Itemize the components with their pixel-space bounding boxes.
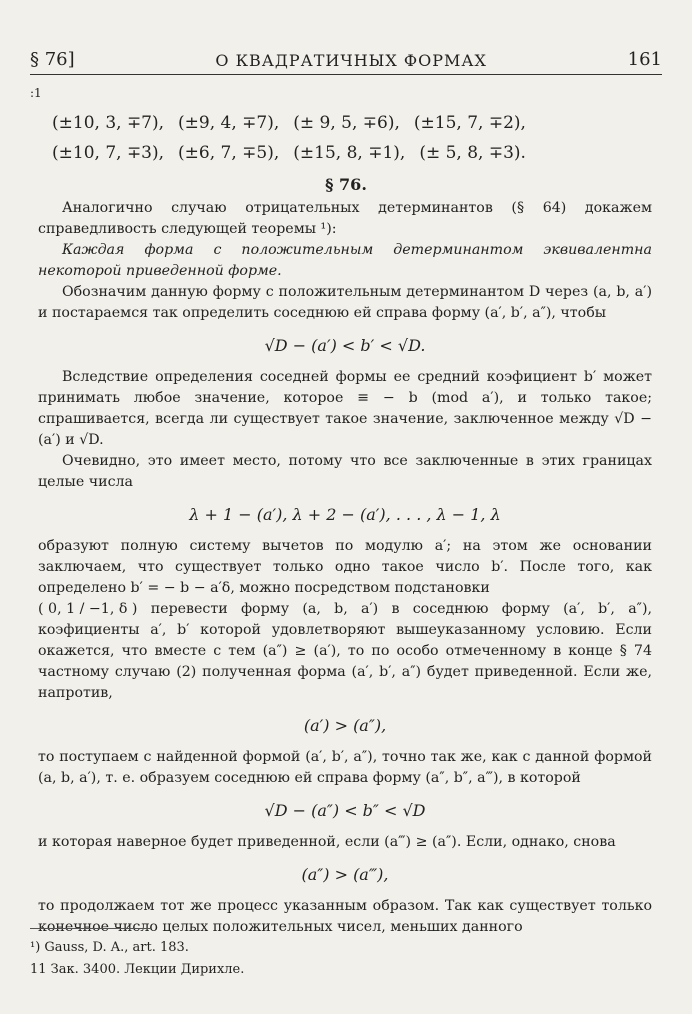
paragraph: Обозначим данную форму с положительным детерминантом D через (a, b, a′) и постараемся так определить соседнюю ей справа форму (a′, b′, a″), чтобы <box>38 284 652 321</box>
footnotes <box>30 928 662 981</box>
imprint-line: 11 Зак. 3400. Лекции Дирихле. <box>30 962 245 977</box>
formula: (a′) > (a″), <box>303 716 387 735</box>
paragraph-continuation: перевести форму (a, b, a′) в соседнюю форму (a′, b′, a″), коэфициенты a′, b′ которой удовлетворяют вышеуказанному условию. Если окажется, что вместе с тем (a″) ≥ (a′), то по особо отмеченному в конце § 74 частному случаю (2) полученная форма (a′, b′, a″) будет приведенной. Если же, напротив, <box>38 601 652 701</box>
triple: (±10, 3, ∓7), <box>52 113 165 133</box>
running-title: О КВАДРАТИЧНЫХ ФОРМАХ <box>215 51 487 70</box>
paragraph: то поступаем с найденной формой (a′, b′, a″), точно так же, как с данной формой (a, b, a′), т. е. образуем соседнюю ей справа форму (a″, b″, a‴), в которой <box>38 749 652 786</box>
formula: √D − (a′) < b′ < √D. <box>264 336 426 355</box>
triple: (±9, 4, ∓7), <box>178 113 280 133</box>
formula: √D − (a″) < b″ < √D <box>264 801 426 820</box>
margin-mark: :1 <box>30 86 42 100</box>
theorem-statement: Каждая форма с положительным детерминантом эквивалентна некоторой приведенной форме. <box>38 242 652 279</box>
section-title: § 76. <box>325 175 367 194</box>
formula: λ + 1 − (a′), λ + 2 − (a′), . . . , λ − 1, λ <box>189 505 501 524</box>
paragraph: и которая наверное будет приведенной, если (a‴) ≥ (a″). Если, однако, снова <box>38 834 616 850</box>
page-number: 161 <box>627 49 662 70</box>
substitution-matrix: ( 0, 1 / −1, δ ) <box>38 601 138 617</box>
triple: (±6, 7, ∓5), <box>178 143 280 163</box>
triple: (±10, 7, ∓3), <box>52 143 165 163</box>
paragraph: то продолжаем тот же процесс указанным образом. Так как существует только конечное число целых положительных чисел, меньших данного <box>38 898 652 935</box>
paragraph <box>38 599 652 704</box>
triples-row-2 <box>52 138 664 168</box>
formula: (a″) > (a‴), <box>301 865 389 884</box>
body-text <box>38 198 652 938</box>
form-triples <box>52 108 664 168</box>
footnote-rule <box>30 928 150 929</box>
triples-row-1 <box>52 108 664 138</box>
footnote: ¹) Gauss, D. A., art. 183. <box>30 940 189 955</box>
paragraph: Очевидно, это имеет место, потому что все заключенные в этих границах целые числа <box>38 453 652 490</box>
page-header <box>30 30 662 75</box>
triple: (±15, 7, ∓2), <box>413 113 526 133</box>
paragraph: Аналогично случаю отрицательных детерминантов (§ 64) докажем справедливость следующей теоремы ¹): <box>38 200 652 237</box>
triple: (±15, 8, ∓1), <box>293 143 406 163</box>
triple: (± 9, 5, ∓6), <box>293 113 400 133</box>
paragraph: образуют полную систему вычетов по модулю a′; на этом же основании заключаем, что существует только одно такое число b′. После того, как определено b′ = − b − a′δ, можно посредством подстановки <box>38 538 652 596</box>
section-marker: § 76] <box>30 49 75 70</box>
triple: (± 5, 8, ∓3). <box>419 143 526 163</box>
paragraph: Вследствие определения соседней формы ее средний коэфициент b′ может принимать любое значение, которое ≡ − b (mod a′), и только такое; спрашивается, всегда ли существует такое значение, заключенное между √D − (a′) и √D. <box>38 369 652 448</box>
